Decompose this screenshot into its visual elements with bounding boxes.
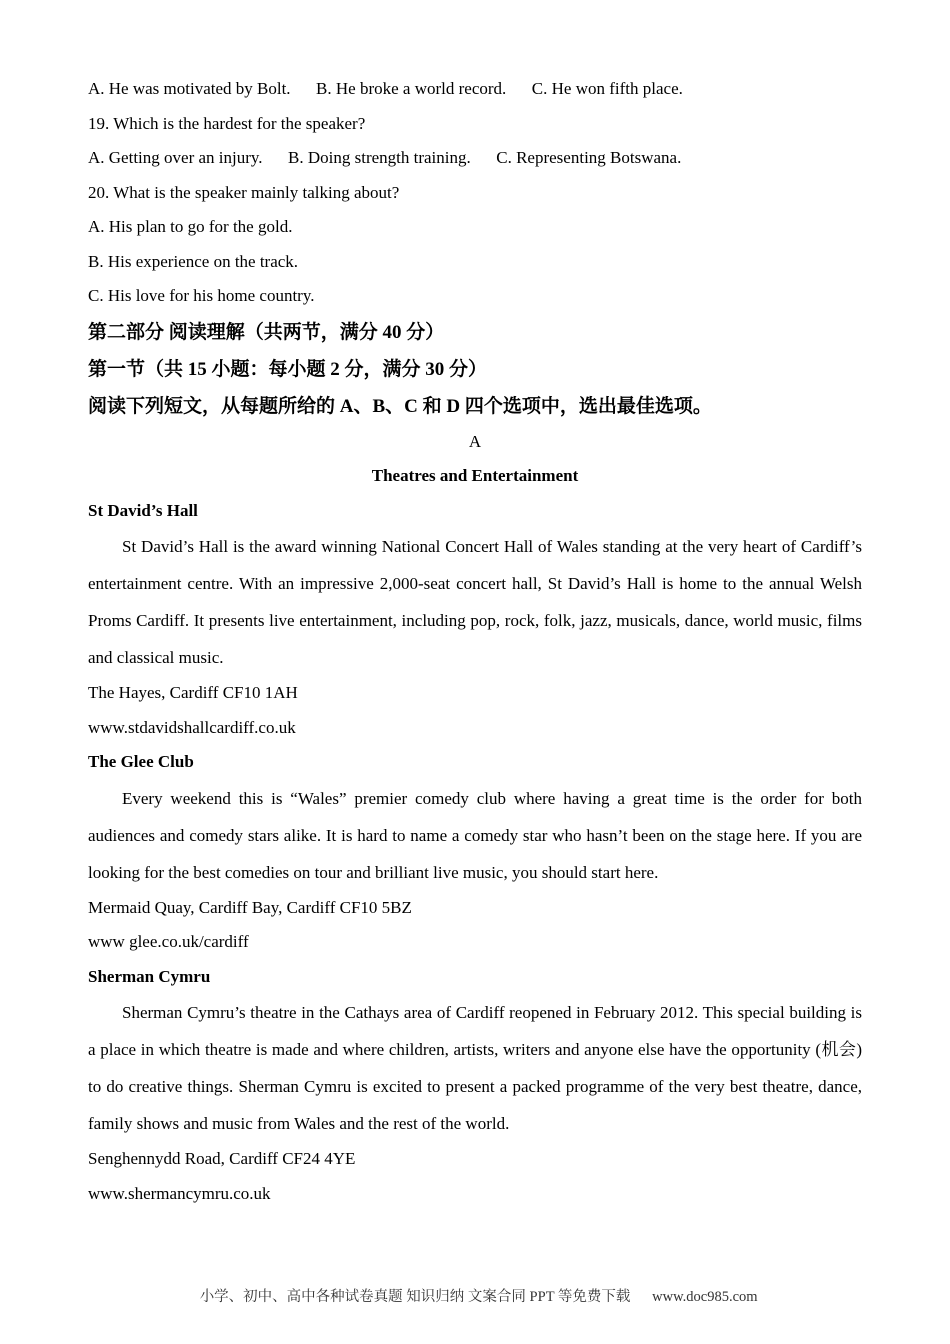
paragraph-sherman-cymru: Sherman Cymru’s theatre in the Cathays area of Cardiff reopened in February 2012. This special building is a place in which theatre is made and where children, artists, writers and anyone else have the opportunity (机会) to do creative things. Sherman Cymru is excited to present a packed programme of the very best theatre, dance, family shows and music from Wales and the rest of the world. (88, 1003, 867, 1133)
question-19: 19. Which is the hardest for the speaker? (88, 113, 366, 133)
paragraph-glee-club: Every weekend this is “Wales” premier comedy club where having a great time is the order for both audiences and comedy stars alike. It is hard to name a comedy star who hasn’t been on the stage here. If you are looking for the best comedies on tour and brilliant live music, you should start here. (88, 788, 867, 882)
website-st-davids-hall: www.stdavidshallcardiff.co.uk (88, 717, 296, 737)
subheading-st-davids-hall: St David’s Hall (88, 500, 198, 520)
question-19-options: A. Getting over an injury. B. Doing strength training. C. Representing Botswana. (88, 148, 682, 167)
subheading-sherman-cymru: Sherman Cymru (88, 966, 211, 986)
question-20-option-b: B. His experience on the track. (88, 251, 299, 271)
question-20-option-a: A. His plan to go for the gold. (88, 217, 293, 236)
page-footer (0, 1268, 950, 1306)
subheading-glee-club: The Glee Club (88, 752, 194, 771)
question-18-options: A. He was motivated by Bolt. B. He broke a world record. C. He won fifth place. (88, 79, 683, 98)
address-glee-club: Mermaid Quay, Cardiff Bay, Cardiff CF10 5BZ (88, 897, 412, 917)
section-2-part-1-heading: 第一节（共 15 小题：每小题 2 分，满分 30 分） (88, 358, 488, 380)
website-sherman-cymru: www.shermancymru.co.uk (88, 1183, 271, 1203)
passage-label: A (468, 431, 482, 451)
address-sherman-cymru: Senghennydd Road, Cardiff CF24 4YE (88, 1149, 356, 1168)
paragraph-st-davids-hall: St David’s Hall is the award winning National Concert Hall of Wales standing at the very heart of Cardiff’s entertainment centre. With an impressive 2,000-seat concert hall, St David’s Hall is home to the annual Welsh Proms Cardiff. It presents live entertainment, including pop, rock, folk, jazz, musicals, dance, world music, films and classical music. (88, 537, 867, 667)
website-glee-club: www glee.co.uk/cardiff (88, 932, 249, 951)
section-2-heading: 第二部分 阅读理解（共两节，满分 40 分） (88, 321, 445, 343)
question-20: 20. What is the speaker mainly talking about? (88, 182, 400, 202)
reading-instructions: 阅读下列短文，从每题所给的 A、B、C 和 D 四个选项中，选出最佳选项。 (88, 395, 712, 417)
question-20-option-c: C. His love for his home country. (88, 286, 315, 305)
passage-title: Theatres and Entertainment (371, 466, 579, 485)
footer-text: 小学、初中、高中各种试卷真题 知识归纳 文案合同 PPT 等免费下载 www.doc985.com (199, 1289, 758, 1305)
address-st-davids-hall: The Hayes, Cardiff CF10 1AH (88, 683, 298, 702)
